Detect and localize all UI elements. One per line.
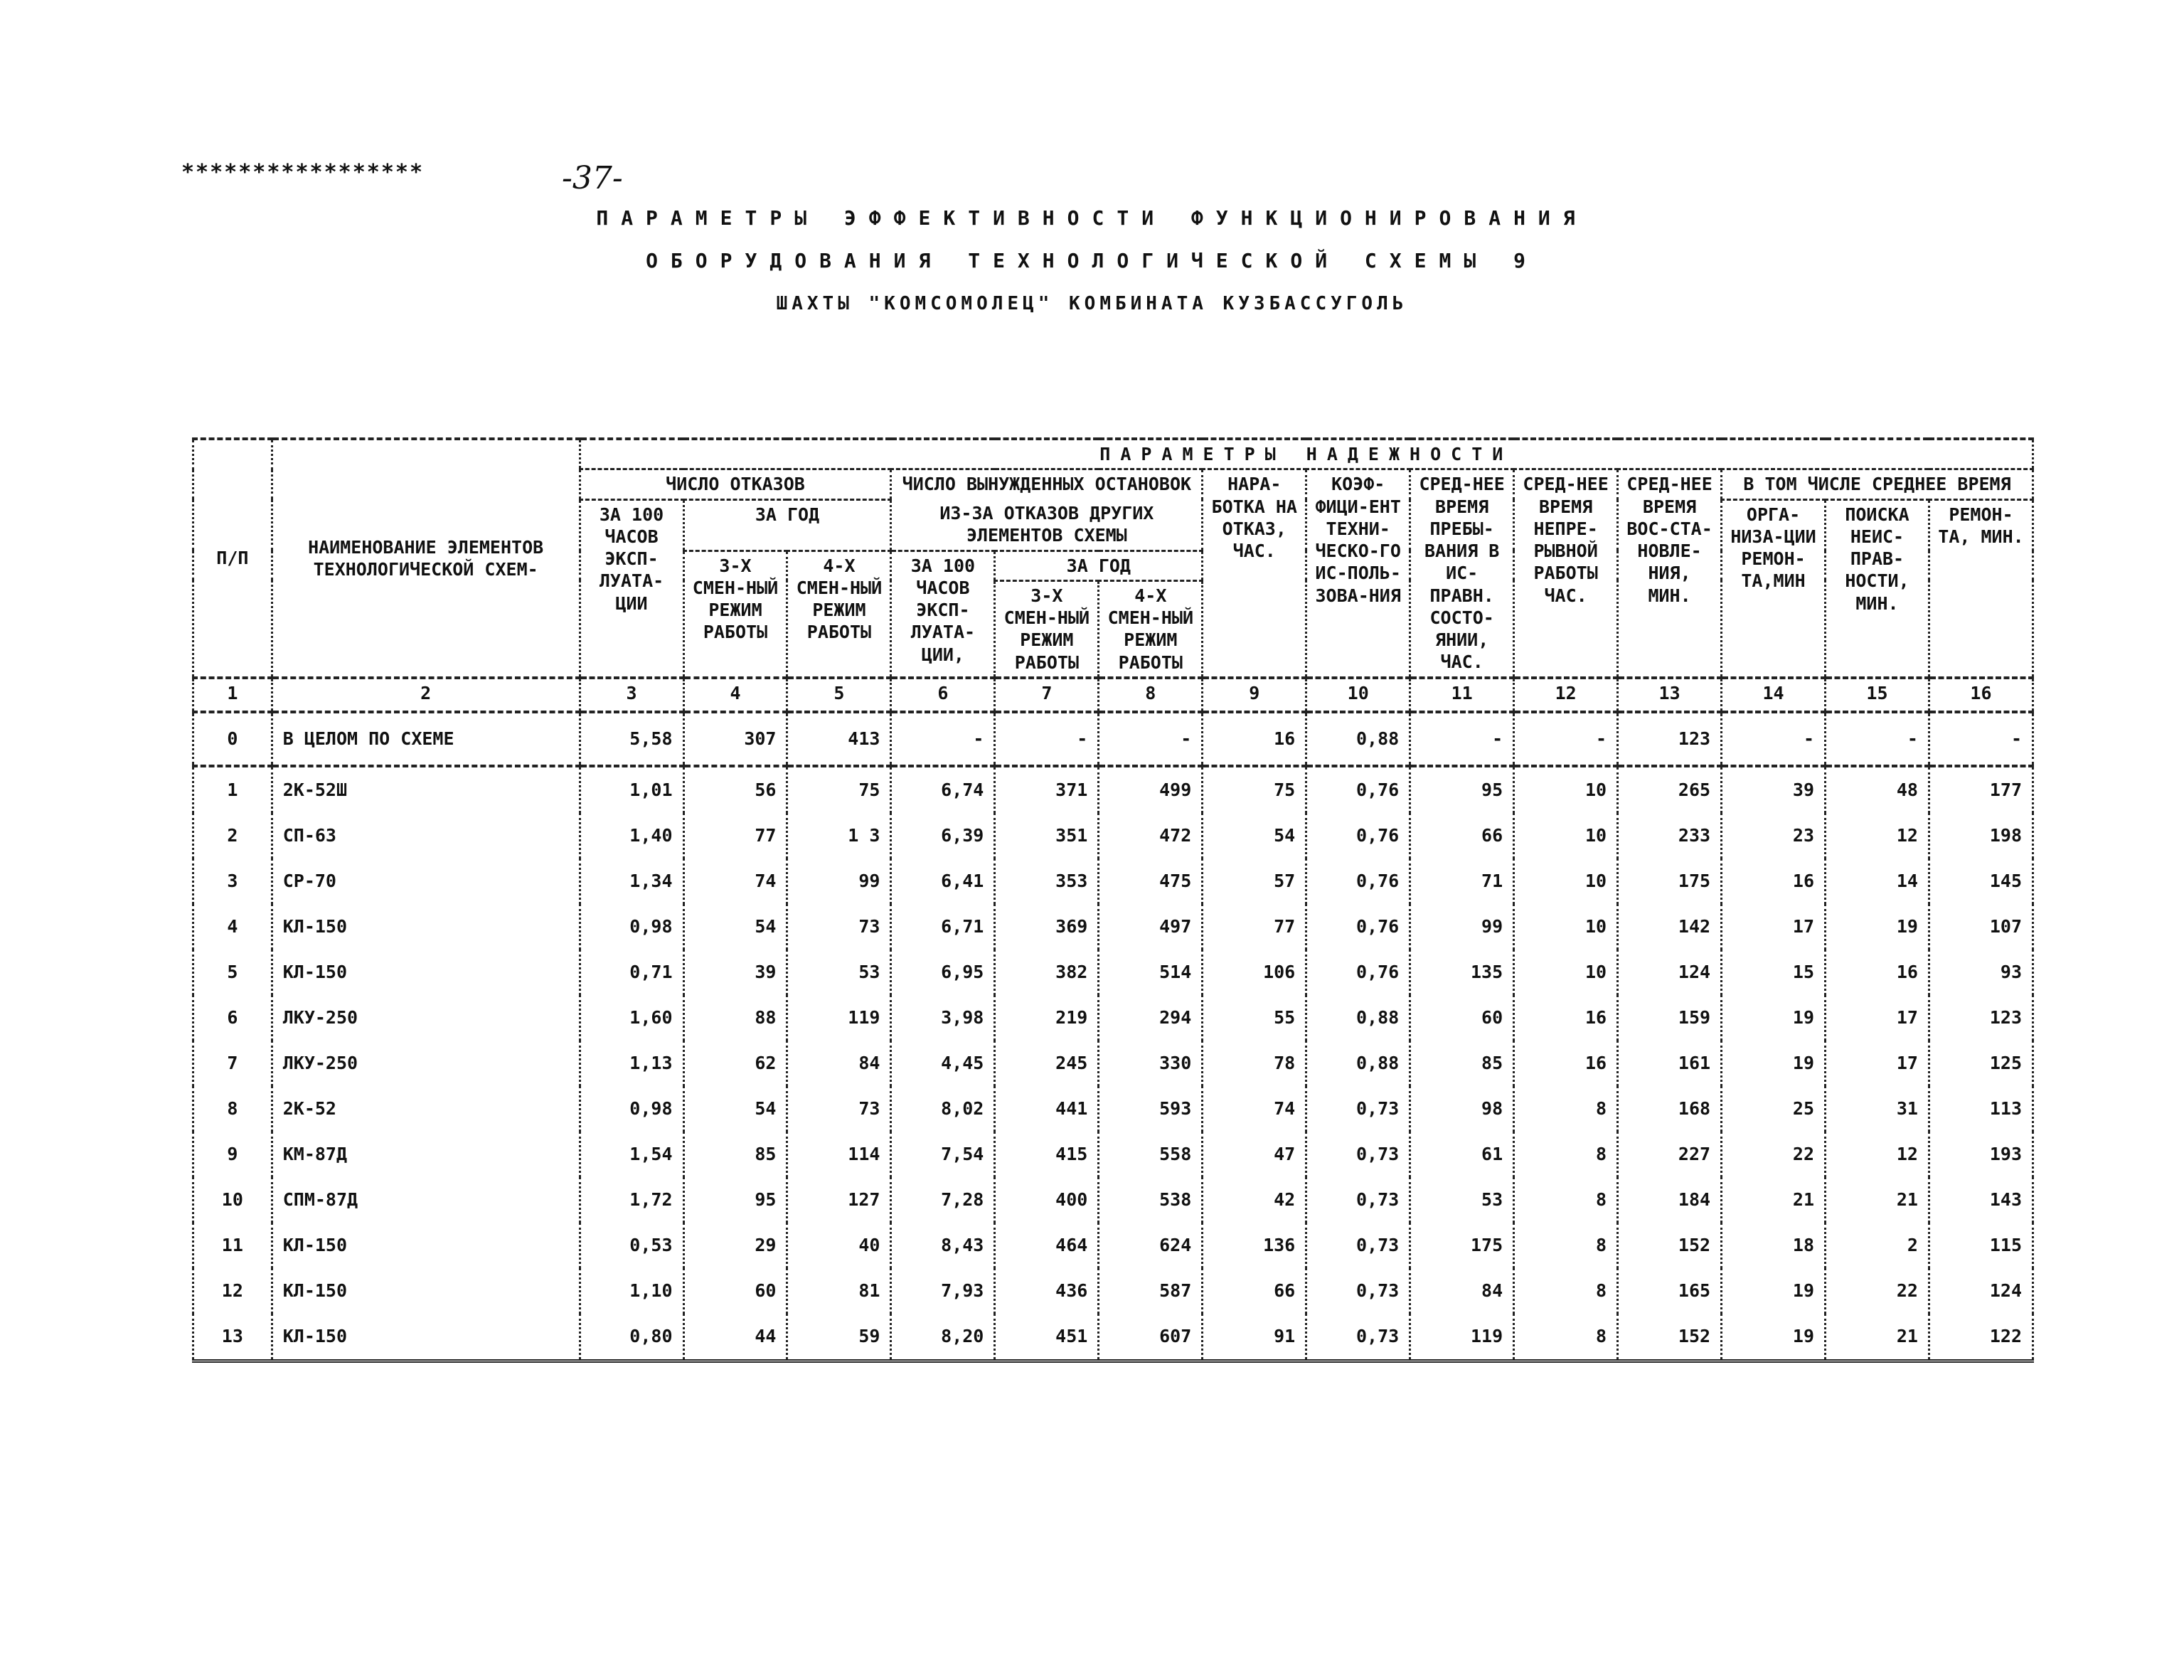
cell-value: 8,02 <box>891 1086 995 1132</box>
header-restoration-time: СРЕД-НЕЕ ВРЕМЯ ВОС-СТА-НОВЛЕ-НИЯ, МИН. <box>1618 469 1722 678</box>
header-pp: П/П <box>193 439 272 678</box>
cell-value: 88 <box>683 995 787 1041</box>
cell-value: 61 <box>1410 1132 1514 1177</box>
cell-value: 73 <box>787 1086 891 1132</box>
cell-value: 0,80 <box>580 1314 683 1361</box>
cell-value: 441 <box>995 1086 1099 1132</box>
cell-value: - <box>1929 712 2033 766</box>
cell-value: 17 <box>1826 1041 1929 1086</box>
document-title-line-2: ОБОРУДОВАНИЯ ТЕХНОЛОГИЧЕСКОЙ СХЕМЫ 9 <box>646 249 1538 272</box>
cell-value: 475 <box>1099 858 1203 904</box>
cell-value: 436 <box>995 1268 1099 1314</box>
table-row <box>193 995 2033 1041</box>
cell-value: 10 <box>1514 858 1618 904</box>
element-name: СР-70 <box>272 858 580 904</box>
cell-value: 0,73 <box>1306 1223 1410 1268</box>
cell-value: - <box>1410 712 1514 766</box>
col-num: 15 <box>1826 678 1929 712</box>
cell-value: 74 <box>1203 1086 1306 1132</box>
cell-value: 514 <box>1099 950 1203 995</box>
cell-value: 42 <box>1203 1177 1306 1223</box>
element-name: 2К-52Ш <box>272 766 580 813</box>
cell-value: 17 <box>1722 904 1826 950</box>
cell-value: 353 <box>995 858 1099 904</box>
table-row <box>193 1041 2033 1086</box>
column-number-row <box>193 678 2033 712</box>
cell-value: 351 <box>995 813 1099 858</box>
header-reliability-params: ПАРАМЕТРЫ НАДЕЖНОСТИ <box>580 439 2033 469</box>
cell-value: 245 <box>995 1041 1099 1086</box>
header-3-shift: 3-Х СМЕН-НЫЙ РЕЖИМ РАБОТЫ <box>683 551 787 678</box>
cell-value: 93 <box>1929 950 2033 995</box>
header-search-time: ПОИСКА НЕИС-ПРАВ-НОСТИ, МИН. <box>1826 499 1929 678</box>
cell-value: 73 <box>787 904 891 950</box>
cell-value: 16 <box>1826 950 1929 995</box>
header-per-100h: ЗА 100 ЧАСОВ ЭКСП-ЛУАТА-ЦИИ <box>580 499 683 678</box>
table-row <box>193 766 2033 813</box>
element-name: ЛКУ-250 <box>272 1041 580 1086</box>
cell-value: 54 <box>683 904 787 950</box>
cell-value: 6,95 <box>891 950 995 995</box>
cell-value: 7,54 <box>891 1132 995 1177</box>
element-name: КЛ-150 <box>272 1314 580 1361</box>
cell-value: 0,98 <box>580 1086 683 1132</box>
cell-value: 14 <box>1826 858 1929 904</box>
cell-value: 193 <box>1929 1132 2033 1177</box>
col-num: 7 <box>995 678 1099 712</box>
cell-value: 21 <box>1826 1177 1929 1223</box>
col-num: 16 <box>1929 678 2033 712</box>
cell-value: 198 <box>1929 813 2033 858</box>
cell-value: 77 <box>1203 904 1306 950</box>
cell-value: 1,72 <box>580 1177 683 1223</box>
cell-value: 7,93 <box>891 1268 995 1314</box>
decorative-stars: ***************** <box>181 160 425 185</box>
cell-value: 165 <box>1618 1268 1722 1314</box>
cell-value: 136 <box>1203 1223 1306 1268</box>
header-element-name: НАИМЕНОВАНИЕ ЭЛЕМЕНТОВ ТЕХНОЛОГИЧЕСКОЙ СХЕМ- <box>272 439 580 678</box>
cell-value: 119 <box>1410 1314 1514 1361</box>
cell-value: 99 <box>787 858 891 904</box>
cell-value: 127 <box>787 1177 891 1223</box>
cell-value: - <box>1722 712 1826 766</box>
cell-value: 16 <box>1722 858 1826 904</box>
cell-value: 21 <box>1826 1314 1929 1361</box>
cell-value: 415 <box>995 1132 1099 1177</box>
cell-value: 6,39 <box>891 813 995 858</box>
header-forced-stops: ЧИСЛО ВЫНУЖДЕННЫХ ОСТАНОВОК <box>891 469 1203 499</box>
element-name: КЛ-150 <box>272 950 580 995</box>
cell-value: 19 <box>1722 1314 1826 1361</box>
cell-value: 143 <box>1929 1177 2033 1223</box>
cell-value: 0,76 <box>1306 950 1410 995</box>
cell-value: 413 <box>787 712 891 766</box>
cell-value: 22 <box>1826 1268 1929 1314</box>
cell-value: 558 <box>1099 1132 1203 1177</box>
header-per-year: ЗА ГОД <box>683 499 891 551</box>
cell-value: 124 <box>1929 1268 2033 1314</box>
col-num: 2 <box>272 678 580 712</box>
cell-value: 25 <box>1722 1086 1826 1132</box>
cell-value: 48 <box>1826 766 1929 813</box>
cell-value: 0,73 <box>1306 1132 1410 1177</box>
cell-value: 8,20 <box>891 1314 995 1361</box>
cell-value: 106 <box>1203 950 1306 995</box>
col-num: 10 <box>1306 678 1410 712</box>
header-including-mean-time: В ТОМ ЧИСЛЕ СРЕДНЕЕ ВРЕМЯ <box>1722 469 2033 499</box>
cell-value: 6,41 <box>891 858 995 904</box>
element-name: 2К-52 <box>272 1086 580 1132</box>
cell-value: 6,74 <box>891 766 995 813</box>
cell-value: 22 <box>1722 1132 1826 1177</box>
cell-value: 53 <box>787 950 891 995</box>
header-time-operable: СРЕД-НЕЕ ВРЕМЯ ПРЕБЫ-ВАНИЯ В ИС-ПРАВН. СОСТО-ЯНИИ, ЧАС. <box>1410 469 1514 678</box>
cell-value: 472 <box>1099 813 1203 858</box>
cell-value: 23 <box>1722 813 1826 858</box>
header-due-other-failures: ИЗ-ЗА ОТКАЗОВ ДРУГИХ ЭЛЕМЕНТОВ СХЕМЫ <box>891 499 1203 551</box>
cell-value: 17 <box>1826 995 1929 1041</box>
row-number: 0 <box>193 712 272 766</box>
cell-value: 99 <box>1410 904 1514 950</box>
cell-value: 54 <box>1203 813 1306 858</box>
col-num: 1 <box>193 678 272 712</box>
row-number: 3 <box>193 858 272 904</box>
cell-value: 47 <box>1203 1132 1306 1177</box>
cell-value: 227 <box>1618 1132 1722 1177</box>
cell-value: 0,73 <box>1306 1086 1410 1132</box>
cell-value: 19 <box>1826 904 1929 950</box>
cell-value: 19 <box>1722 995 1826 1041</box>
cell-value: 55 <box>1203 995 1306 1041</box>
cell-value: 624 <box>1099 1223 1203 1268</box>
cell-value: 1,34 <box>580 858 683 904</box>
cell-value: 497 <box>1099 904 1203 950</box>
col-num: 6 <box>891 678 995 712</box>
cell-value: 75 <box>1203 766 1306 813</box>
table-row <box>193 950 2033 995</box>
table-row <box>193 1268 2033 1314</box>
col-num: 13 <box>1618 678 1722 712</box>
header-4-shift: 4-Х СМЕН-НЫЙ РЕЖИМ РАБОТЫ <box>787 551 891 678</box>
cell-value: 119 <box>787 995 891 1041</box>
cell-value: 265 <box>1618 766 1722 813</box>
cell-value: 219 <box>995 995 1099 1041</box>
element-name: В ЦЕЛОМ ПО СХЕМЕ <box>272 712 580 766</box>
cell-value: 8 <box>1514 1223 1618 1268</box>
cell-value: 39 <box>683 950 787 995</box>
cell-value: 152 <box>1618 1223 1722 1268</box>
cell-value: 3,98 <box>891 995 995 1041</box>
cell-value: 16 <box>1514 995 1618 1041</box>
cell-value: 29 <box>683 1223 787 1268</box>
cell-value: 122 <box>1929 1314 2033 1361</box>
cell-value: 66 <box>1410 813 1514 858</box>
cell-value: 124 <box>1618 950 1722 995</box>
cell-value: 16 <box>1514 1041 1618 1086</box>
element-name: КЛ-150 <box>272 1223 580 1268</box>
cell-value: 161 <box>1618 1041 1722 1086</box>
cell-value: 1,60 <box>580 995 683 1041</box>
cell-value: 0,71 <box>580 950 683 995</box>
cell-value: 8 <box>1514 1132 1618 1177</box>
cell-value: 0,88 <box>1306 712 1410 766</box>
row-number: 13 <box>193 1314 272 1361</box>
cell-value: - <box>1099 712 1203 766</box>
cell-value: 84 <box>787 1041 891 1086</box>
row-number: 4 <box>193 904 272 950</box>
cell-value: 0,88 <box>1306 1041 1410 1086</box>
cell-value: 62 <box>683 1041 787 1086</box>
col-num: 4 <box>683 678 787 712</box>
cell-value: 39 <box>1722 766 1826 813</box>
cell-value: 464 <box>995 1223 1099 1268</box>
table-row <box>193 858 2033 904</box>
cell-value: 95 <box>1410 766 1514 813</box>
cell-value: 60 <box>1410 995 1514 1041</box>
cell-value: 98 <box>1410 1086 1514 1132</box>
cell-value: 0,73 <box>1306 1177 1410 1223</box>
table-row <box>193 1314 2033 1361</box>
cell-value: 81 <box>787 1268 891 1314</box>
cell-value: 135 <box>1410 950 1514 995</box>
cell-value: 307 <box>683 712 787 766</box>
col-num: 12 <box>1514 678 1618 712</box>
cell-value: - <box>1514 712 1618 766</box>
cell-value: 84 <box>1410 1268 1514 1314</box>
cell-value: 115 <box>1929 1223 2033 1268</box>
table-row-total <box>193 712 2033 766</box>
row-number: 9 <box>193 1132 272 1177</box>
cell-value: 175 <box>1618 858 1722 904</box>
cell-value: 8 <box>1514 1314 1618 1361</box>
cell-value: 107 <box>1929 904 2033 950</box>
cell-value: 184 <box>1618 1177 1722 1223</box>
cell-value: - <box>891 712 995 766</box>
cell-value: 607 <box>1099 1314 1203 1361</box>
cell-value: 0,76 <box>1306 904 1410 950</box>
cell-value: 77 <box>683 813 787 858</box>
cell-value: 1,01 <box>580 766 683 813</box>
cell-value: 8 <box>1514 1086 1618 1132</box>
document-title-line-3: ШАХТЫ "КОМСОМОЛЕЦ" КОМБИНАТА КУЗБАССУГОЛЬ <box>776 293 1408 314</box>
cell-value: 8 <box>1514 1177 1618 1223</box>
element-name: КЛ-150 <box>272 904 580 950</box>
element-name: СП-63 <box>272 813 580 858</box>
cell-value: 10 <box>1514 950 1618 995</box>
cell-value: 2 <box>1826 1223 1929 1268</box>
col-num: 8 <box>1099 678 1203 712</box>
cell-value: 400 <box>995 1177 1099 1223</box>
col-num: 9 <box>1203 678 1306 712</box>
cell-value: 369 <box>995 904 1099 950</box>
cell-value: - <box>995 712 1099 766</box>
cell-value: 125 <box>1929 1041 2033 1086</box>
header-org-time: ОРГА-НИЗА-ЦИИ РЕМОН-ТА,МИН <box>1722 499 1826 678</box>
cell-value: - <box>1826 712 1929 766</box>
cell-value: 0,73 <box>1306 1314 1410 1361</box>
cell-value: 499 <box>1099 766 1203 813</box>
element-name: ЛКУ-250 <box>272 995 580 1041</box>
row-number: 12 <box>193 1268 272 1314</box>
header-utilization-coef: КОЭФ-ФИЦИ-ЕНТ ТЕХНИ-ЧЕСКО-ГО ИС-ПОЛЬ-ЗОВА-НИЯ <box>1306 469 1410 678</box>
table-row <box>193 1177 2033 1223</box>
cell-value: 59 <box>787 1314 891 1361</box>
cell-value: 1,54 <box>580 1132 683 1177</box>
cell-value: 0,76 <box>1306 766 1410 813</box>
cell-value: 113 <box>1929 1086 2033 1132</box>
cell-value: 175 <box>1410 1223 1514 1268</box>
cell-value: 56 <box>683 766 787 813</box>
row-number: 11 <box>193 1223 272 1268</box>
cell-value: 60 <box>683 1268 787 1314</box>
document-title-line-1: ПАРАМЕТРЫ ЭФФЕКТИВНОСТИ ФУНКЦИОНИРОВАНИЯ <box>596 206 1588 230</box>
row-number: 8 <box>193 1086 272 1132</box>
cell-value: 1,40 <box>580 813 683 858</box>
cell-value: 1 3 <box>787 813 891 858</box>
cell-value: 168 <box>1618 1086 1722 1132</box>
cell-value: 44 <box>683 1314 787 1361</box>
header-continuous-operation: СРЕД-НЕЕ ВРЕМЯ НЕПРЕ-РЫВНОЙ РАБОТЫ ЧАС. <box>1514 469 1618 678</box>
cell-value: 587 <box>1099 1268 1203 1314</box>
cell-value: 12 <box>1826 813 1929 858</box>
cell-value: 18 <box>1722 1223 1826 1268</box>
page-number: -37- <box>562 160 623 196</box>
cell-value: 5,58 <box>580 712 683 766</box>
cell-value: 57 <box>1203 858 1306 904</box>
cell-value: 75 <box>787 766 891 813</box>
header-4-shift-b: 4-Х СМЕН-НЫЙ РЕЖИМ РАБОТЫ <box>1099 580 1203 678</box>
cell-value: 71 <box>1410 858 1514 904</box>
cell-value: 145 <box>1929 858 2033 904</box>
cell-value: 0,53 <box>580 1223 683 1268</box>
header-repair-time: РЕМОН-ТА, МИН. <box>1929 499 2033 678</box>
row-number: 2 <box>193 813 272 858</box>
header-per-100h-b: ЗА 100 ЧАСОВ ЭКСП-ЛУАТА-ЦИИ, <box>891 551 995 678</box>
cell-value: 159 <box>1618 995 1722 1041</box>
cell-value: 294 <box>1099 995 1203 1041</box>
row-number: 6 <box>193 995 272 1041</box>
cell-value: 233 <box>1618 813 1722 858</box>
header-3-shift-b: 3-Х СМЕН-НЫЙ РЕЖИМ РАБОТЫ <box>995 580 1099 678</box>
cell-value: 142 <box>1618 904 1722 950</box>
cell-value: 451 <box>995 1314 1099 1361</box>
cell-value: 7,28 <box>891 1177 995 1223</box>
reliability-table <box>192 437 2034 1363</box>
cell-value: 538 <box>1099 1177 1203 1223</box>
cell-value: 91 <box>1203 1314 1306 1361</box>
cell-value: 10 <box>1514 904 1618 950</box>
cell-value: 53 <box>1410 1177 1514 1223</box>
table-row <box>193 1223 2033 1268</box>
cell-value: 177 <box>1929 766 2033 813</box>
row-number: 7 <box>193 1041 272 1086</box>
cell-value: 0,76 <box>1306 813 1410 858</box>
cell-value: 78 <box>1203 1041 1306 1086</box>
header-mtbf: НАРА-БОТКА НА ОТКАЗ, ЧАС. <box>1203 469 1306 678</box>
cell-value: 85 <box>683 1132 787 1177</box>
cell-value: 123 <box>1929 995 2033 1041</box>
cell-value: 593 <box>1099 1086 1203 1132</box>
cell-value: 66 <box>1203 1268 1306 1314</box>
cell-value: 19 <box>1722 1041 1826 1086</box>
cell-value: 1,13 <box>580 1041 683 1086</box>
cell-value: 0,88 <box>1306 995 1410 1041</box>
col-num: 14 <box>1722 678 1826 712</box>
element-name: КЛ-150 <box>272 1268 580 1314</box>
cell-value: 152 <box>1618 1314 1722 1361</box>
cell-value: 382 <box>995 950 1099 995</box>
element-name: КМ-87Д <box>272 1132 580 1177</box>
col-num: 11 <box>1410 678 1514 712</box>
row-number: 1 <box>193 766 272 813</box>
cell-value: 10 <box>1514 766 1618 813</box>
cell-value: 15 <box>1722 950 1826 995</box>
cell-value: 114 <box>787 1132 891 1177</box>
col-num: 5 <box>787 678 891 712</box>
table-row <box>193 1132 2033 1177</box>
row-number: 10 <box>193 1177 272 1223</box>
cell-value: 74 <box>683 858 787 904</box>
header-per-year-b: ЗА ГОД <box>995 551 1203 580</box>
header-failures-count: ЧИСЛО ОТКАЗОВ <box>580 469 891 499</box>
cell-value: 4,45 <box>891 1041 995 1086</box>
cell-value: 330 <box>1099 1041 1203 1086</box>
cell-value: 0,98 <box>580 904 683 950</box>
cell-value: 123 <box>1618 712 1722 766</box>
cell-value: 371 <box>995 766 1099 813</box>
cell-value: 21 <box>1722 1177 1826 1223</box>
table-row <box>193 1086 2033 1132</box>
cell-value: 0,76 <box>1306 858 1410 904</box>
table-row <box>193 813 2033 858</box>
col-num: 3 <box>580 678 683 712</box>
cell-value: 54 <box>683 1086 787 1132</box>
cell-value: 31 <box>1826 1086 1929 1132</box>
table-row <box>193 904 2033 950</box>
cell-value: 85 <box>1410 1041 1514 1086</box>
cell-value: 0,73 <box>1306 1268 1410 1314</box>
element-name: СПМ-87Д <box>272 1177 580 1223</box>
row-number: 5 <box>193 950 272 995</box>
cell-value: 6,71 <box>891 904 995 950</box>
cell-value: 95 <box>683 1177 787 1223</box>
cell-value: 8,43 <box>891 1223 995 1268</box>
cell-value: 40 <box>787 1223 891 1268</box>
cell-value: 16 <box>1203 712 1306 766</box>
cell-value: 12 <box>1826 1132 1929 1177</box>
cell-value: 1,10 <box>580 1268 683 1314</box>
cell-value: 19 <box>1722 1268 1826 1314</box>
cell-value: 8 <box>1514 1268 1618 1314</box>
cell-value: 10 <box>1514 813 1618 858</box>
